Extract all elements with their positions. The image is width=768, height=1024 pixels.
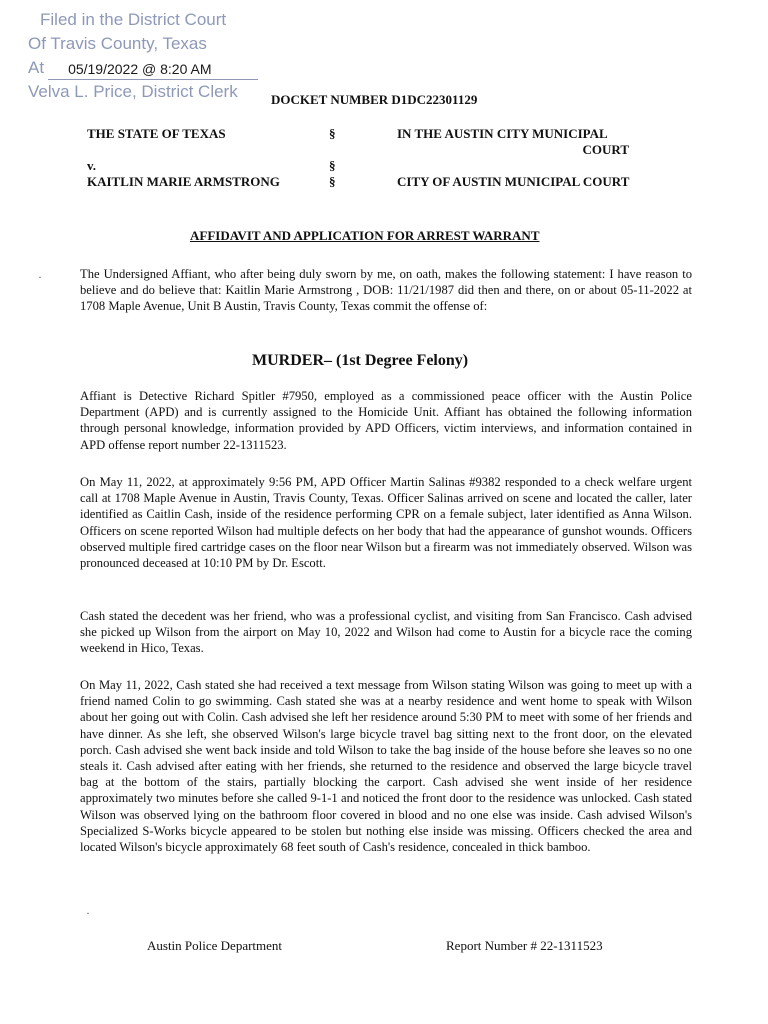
section-symbol: § <box>329 126 336 141</box>
municipal-court-name: CITY OF AUSTIN MUNICIPAL COURT <box>397 174 630 189</box>
versus-label: v. <box>87 158 97 173</box>
stamp-date-value: 05/19/2022 @ 8:20 AM <box>48 59 258 80</box>
offense-heading: MURDER– (1st Degree Felony) <box>252 352 469 369</box>
court-name-line-2: COURT <box>582 142 629 157</box>
case-caption <box>87 126 647 190</box>
scan-speck: · <box>86 906 90 920</box>
stamp-clerk-line: Velva L. Price, District Clerk <box>28 82 238 101</box>
plaintiff-name: THE STATE OF TEXAS <box>87 126 226 141</box>
intro-statement: The Undersigned Affiant, who after being duly sworn by me, on oath, makes the following statement: I have reason to believe and do believe that: Kaitlin Marie Armstrong , DOB: 11/21/1987 did then and there, on or about 05-11-2022 at 1708 Maple Avenue, Unit B Austin, Travis County, Texas commit the offense of: <box>80 267 692 314</box>
section-symbol: § <box>329 158 336 173</box>
affiant-paragraph: Affiant is Detective Richard Spitler #7950, employed as a commissioned peace officer with the Austin Police Department (APD) and is currently assigned to the Homicide Unit. Affiant has obtained the following information through personal knowledge, information provided by APD Officers, victim interviews, and information contained in APD offense report number 22-1311523. <box>80 389 692 452</box>
section-symbol: § <box>329 174 336 189</box>
stamp-county-line: Of Travis County, Texas <box>28 34 207 53</box>
stamp-court-line: Filed in the District Court <box>40 10 227 29</box>
defendant-name: KAITLIN MARIE ARMSTRONG <box>87 174 280 189</box>
witness-background-paragraph: Cash stated the decedent was her friend, who was a professional cyclist, and visiting from San Francisco. Cash advised she picked up Wilson from the airport on May 10, 2022 and Wilson had come to Austin for a bicycle race the coming weekend in Hico, Texas. <box>80 609 692 656</box>
footer-department: Austin Police Department <box>147 938 283 953</box>
scan-speck: · <box>38 270 42 284</box>
witness-statement-paragraph: On May 11, 2022, Cash stated she had received a text message from Wilson stating Wilson was going to meet up with a friend named Colin to go swimming. Cash stated she was at a nearby residence and went home to speak with Wilson about her going out with Colin. Cash advised she left her residence around 5:30 PM to meet with some of her friends and have dinner. As she left, she observed Wilson's large bicycle travel bag sitting next to the front door, on the elevated porch. Cash advised she went back inside and told Wilson to take the bag inside of the house before she leaves so no one steals it. Cash advised after eating with her friends, she returned to the residence and observed the large bicycle travel bag at the bottom of the stairs, partially blocking the carport. Cash advised she went inside of her residence approximately two minutes before she called 9-1-1 and noticed the front door to the residence was unlocked. Cash stated Wilson was observed lying on the bathroom floor covered in blood and no one else was inside. Cash advised Wilson's Specialized S-Works bicycle appeared to be stolen but nothing else inside was missing. Officers checked the area and located Wilson's bicycle approximately 68 feet south of Cash's residence, concealed in thick bamboo. <box>80 678 692 855</box>
filing-stamp <box>28 8 258 104</box>
stamp-date-line <box>28 56 258 80</box>
court-name-line-1: IN THE AUSTIN CITY MUNICIPAL <box>397 126 608 141</box>
document-title: AFFIDAVIT AND APPLICATION FOR ARREST WARRANT <box>190 228 540 243</box>
docket-number: DOCKET NUMBER D1DC22301129 <box>271 92 478 107</box>
footer-report-number: Report Number # 22-1311523 <box>446 938 603 953</box>
stamp-at-label: At <box>28 58 45 77</box>
incident-paragraph: On May 11, 2022, at approximately 9:56 PM, APD Officer Martin Salinas #9382 responded to a check welfare urgent call at 1708 Maple Avenue in Austin, Travis County, Texas. Officer Salinas arrived on scene and located the caller, later identified as Caitlin Cash, inside of the residence performing CPR on a female subject, later identified as Anna Wilson. Officers on scene reported Wilson had multiple defects on her body that had the appearance of gunshot wounds. Officers observed multiple fired cartridge cases on the floor near Wilson but a firearm was not immediately observed. Wilson was pronounced deceased at 10:10 PM by Dr. Escott. <box>80 475 692 571</box>
